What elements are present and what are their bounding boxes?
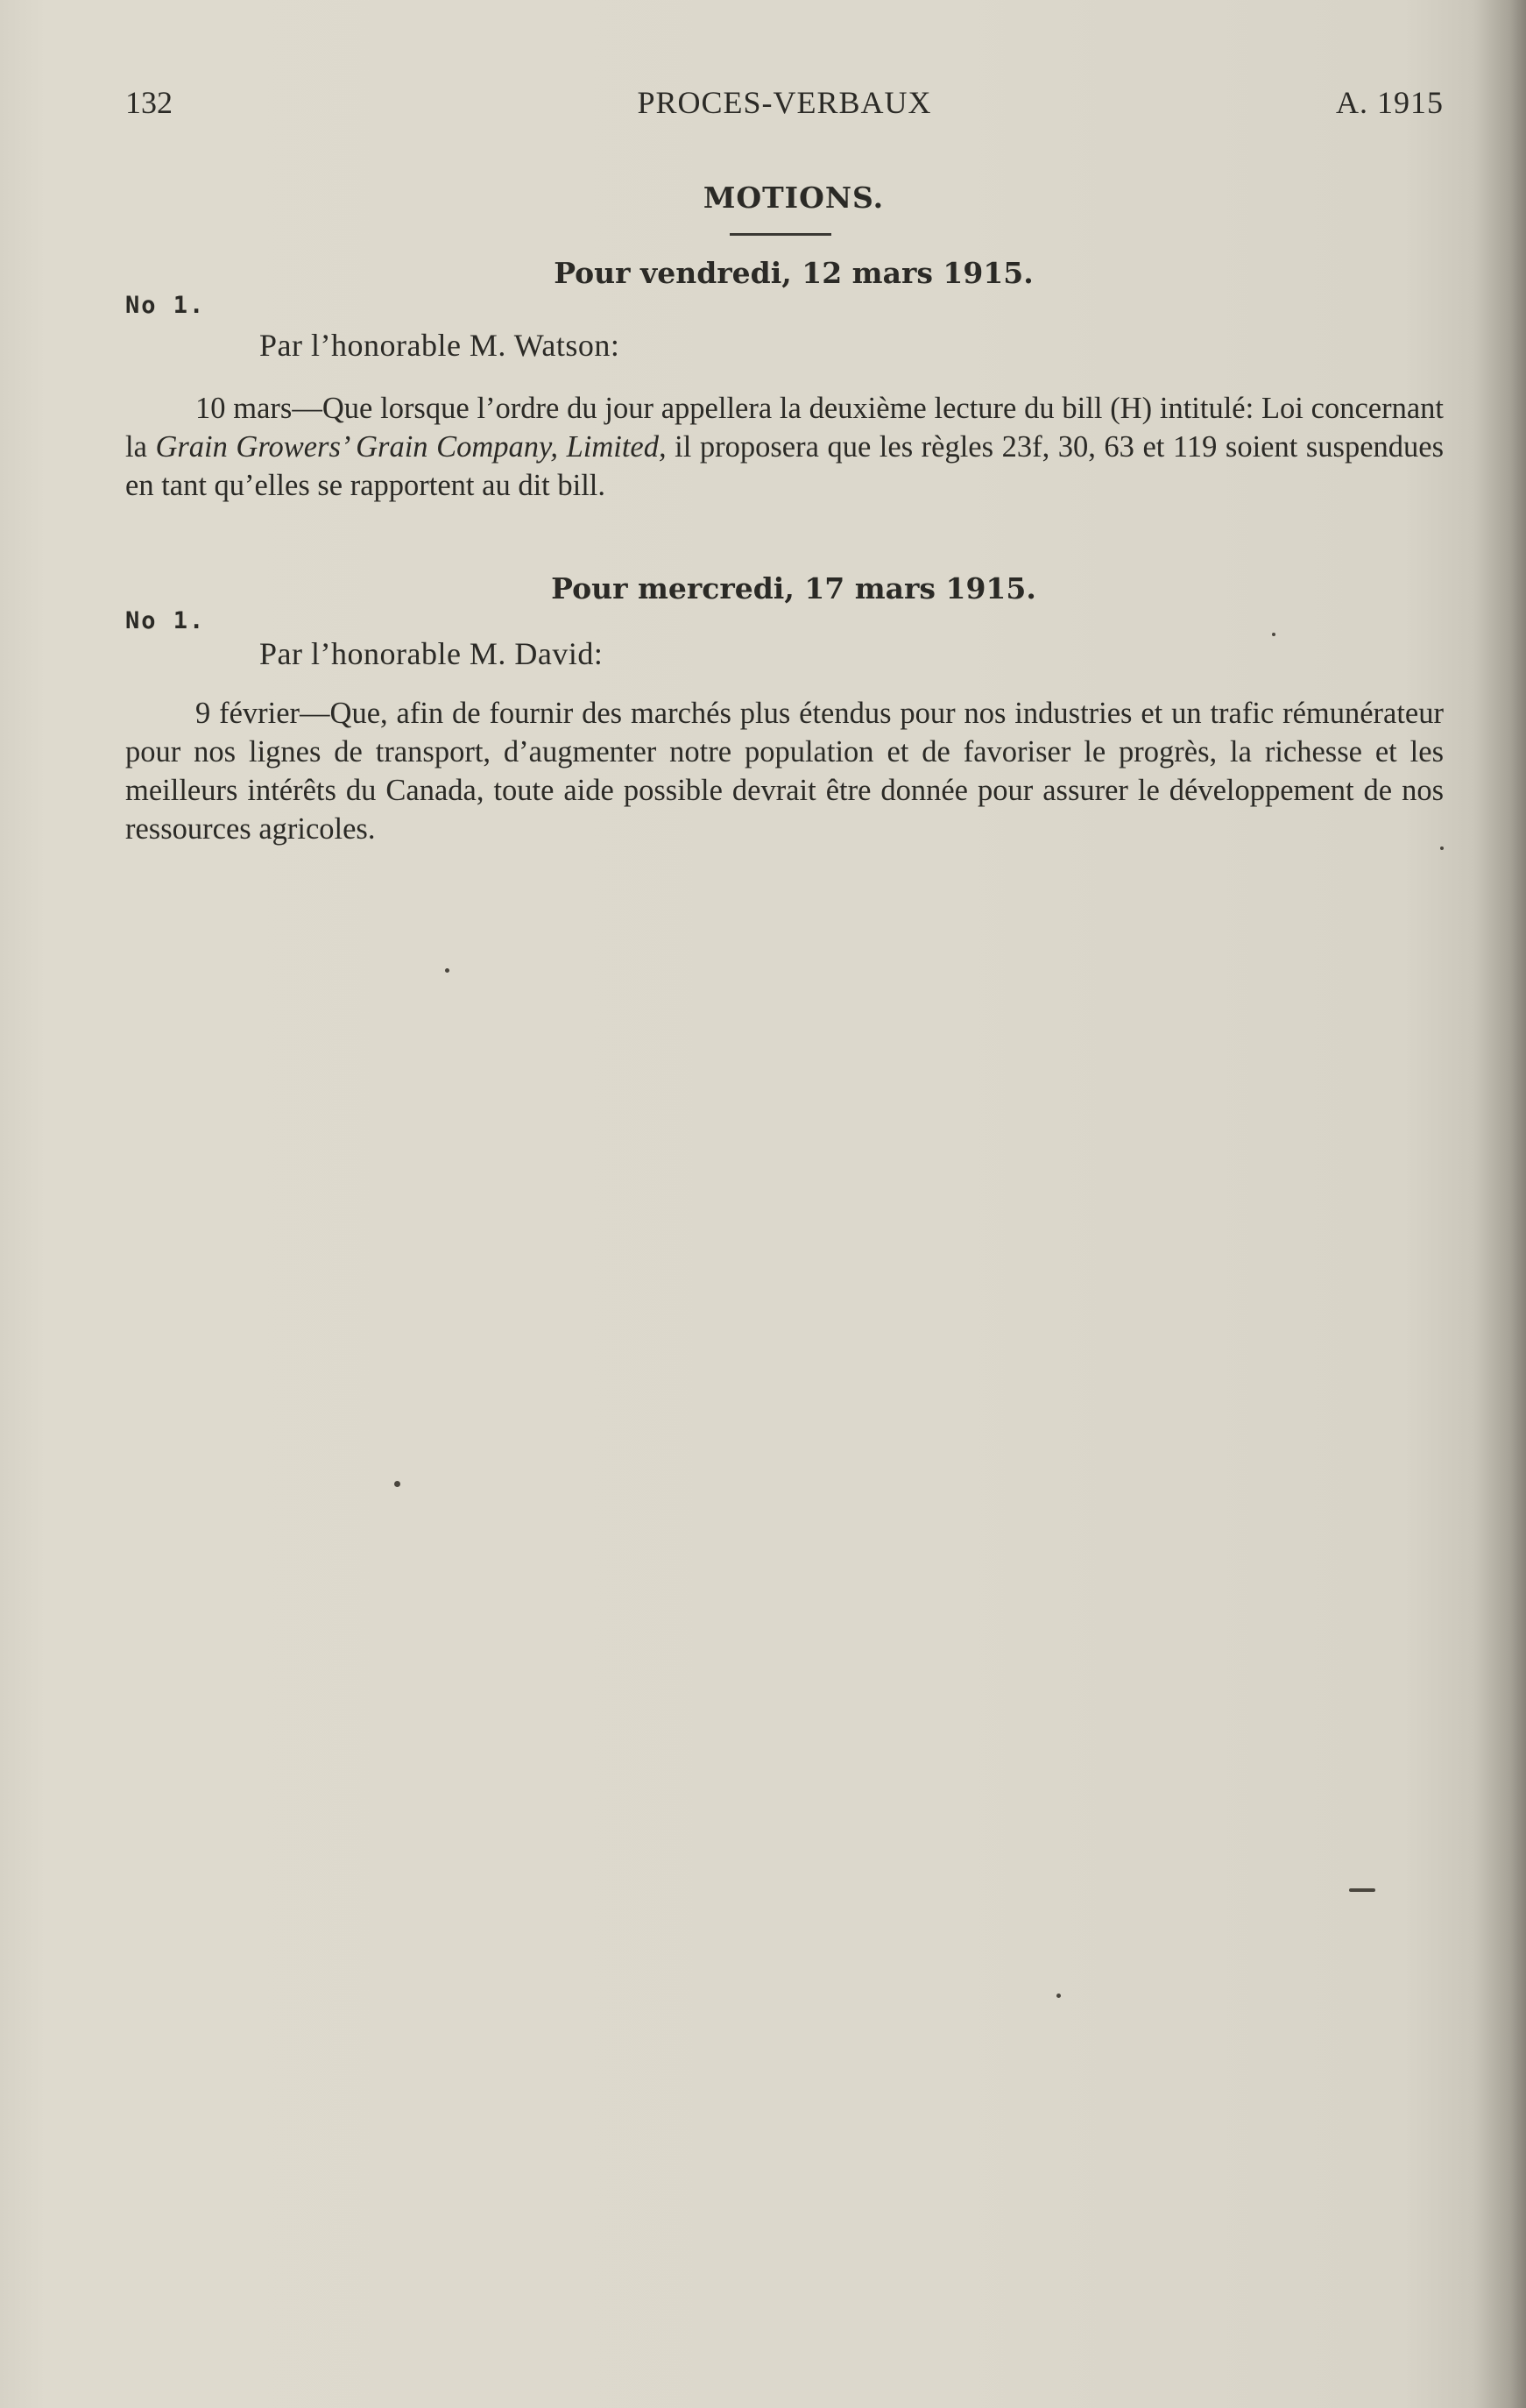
year-label: A. 1915: [1336, 85, 1444, 120]
motion-number: No 1.: [125, 292, 206, 319]
paper-speck: [1056, 1994, 1061, 1998]
running-title: PROCES-VERBAUX: [637, 85, 932, 120]
page-number: 132: [125, 85, 173, 120]
motion-date-heading: Pour vendredi, 12 mars 1915.: [554, 256, 1034, 290]
motion-mover: Par l’honorable M. David:: [259, 636, 604, 671]
motion-text-company: Grain Growers’ Grain Company, Limited,: [155, 430, 667, 464]
paper-speck: [1440, 846, 1444, 850]
motion-number: No 1.: [125, 607, 206, 634]
motion-text: 9 février—Que, afin de fournir des marchés plus étendus pour nos industries et un trafic rémunérateur pour nos lignes de transport, d’augmenter notre population et de favoriser le progrès, la richesse et les meilleurs intérêts du Canada, toute aide possible devrait être donnée pour assurer le développement de nos ressources agricoles.: [125, 697, 1444, 846]
motion-date-heading: Pour mercredi, 17 mars 1915.: [551, 571, 1036, 606]
motion-mover: Par l’honorable M. Watson:: [259, 328, 620, 363]
motion-text-after: il proposera que les règles 23f, 30, 63 et 119 soient suspendues en tant qu’elles se rapportent au dit bill.: [125, 430, 1444, 502]
paper-speck: [1272, 633, 1275, 636]
title-rule: [730, 233, 831, 236]
motion-text: [125, 389, 1444, 505]
section-title: MOTIONS.: [703, 181, 885, 215]
page-edge-shadow: [1473, 0, 1526, 2408]
paper-speck: [445, 968, 449, 973]
paper-speck: [394, 1481, 400, 1487]
paper-speck: [1349, 1888, 1375, 1892]
motion-text-before: 10 mars—Que lorsque l’ordre du jour appellera la deuxième lecture du bill (H) intitulé: Loi concernant la: [125, 392, 1444, 464]
page-header: [125, 84, 1444, 124]
